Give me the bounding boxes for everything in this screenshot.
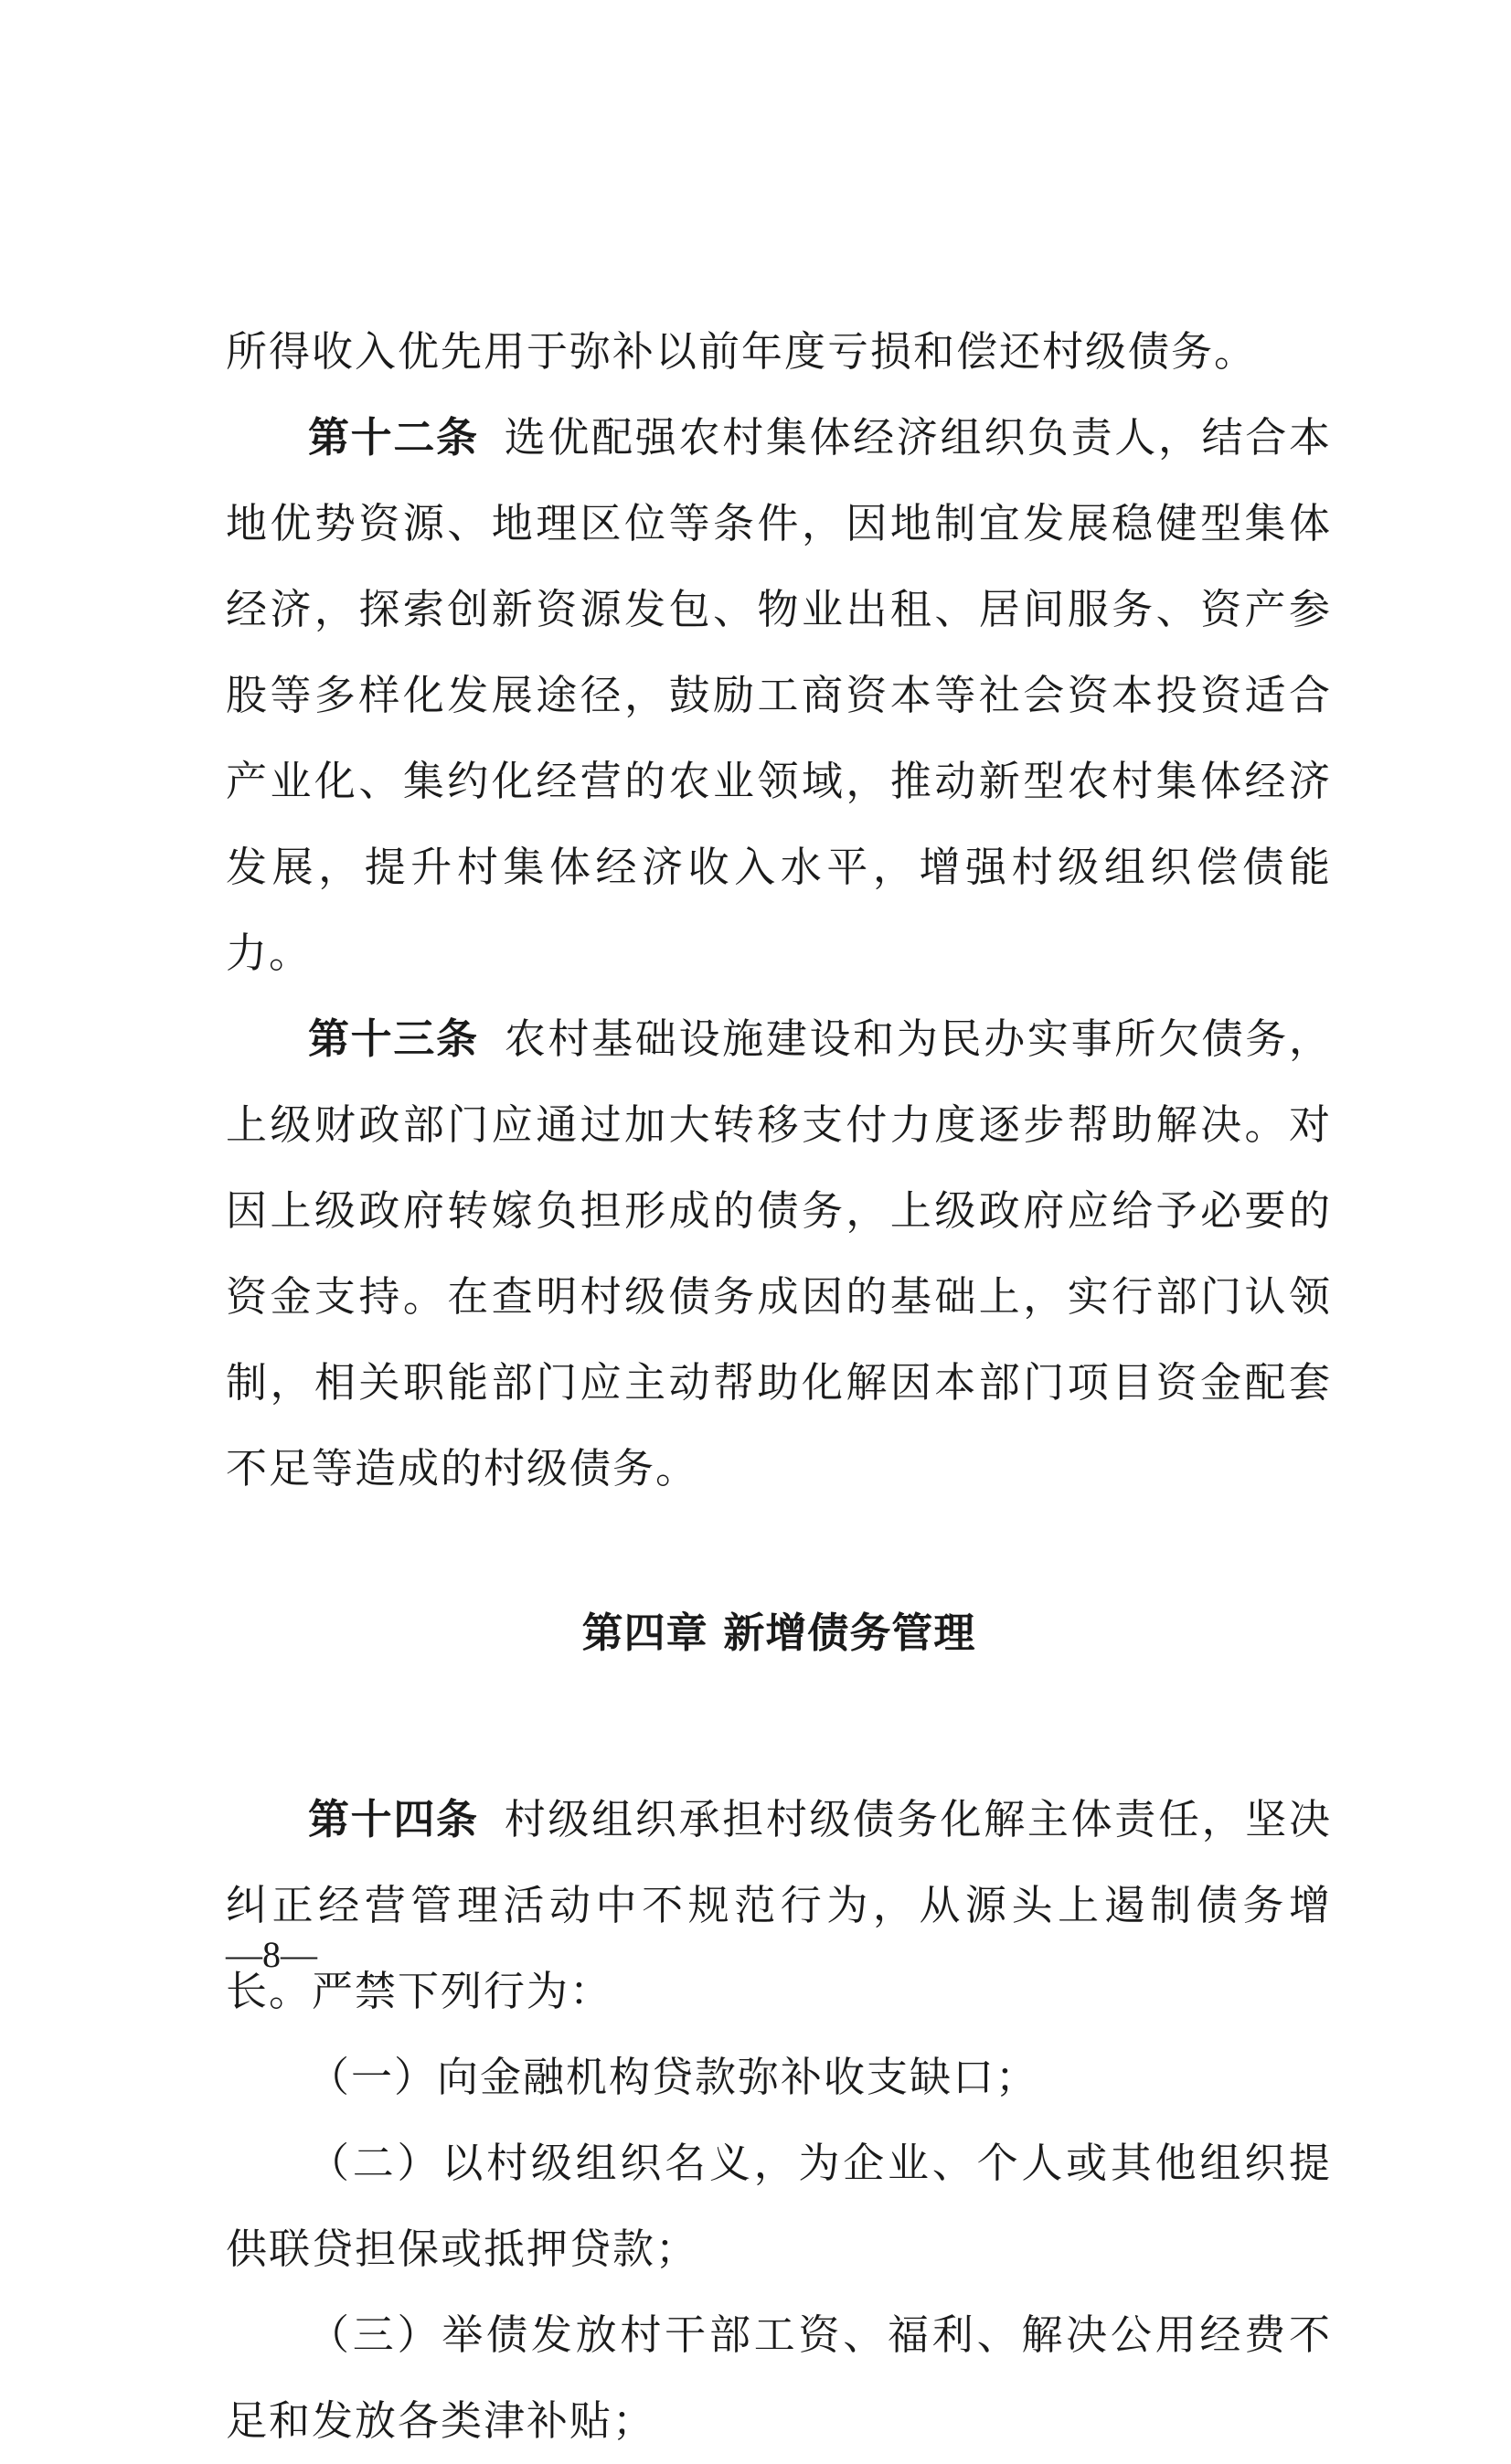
article-13-heading: 第十三条 — [308, 1014, 479, 1063]
chapter-number: 第四章 — [581, 1609, 708, 1657]
article-12-text: 选优配强农村集体经济组织负责人，结合本地优势资源、地理区位等条件，因地制宜发展稳健型集体经济，探索创新资源发包、物业出租、居间服务、资产参股等多样化发展途径，鼓励工商资本等社会资本投资适合产业化、集约化经营的农业领域，推动新型农村集体经济发展，提升村集体经济收入水平，增强村级组织偿债能力。 — [226, 413, 1332, 977]
list-item-text: （三）举债发放村干部工资、福利、解决公用经费不足和发放各类津补贴； — [226, 2310, 1332, 2445]
article-13-paragraph — [226, 996, 1332, 1512]
chapter-title: 新增债务管理 — [723, 1609, 976, 1657]
chapter-heading — [226, 1512, 1332, 1777]
article-14-paragraph — [226, 1777, 1332, 2034]
article-13-text: 农村基础设施建设和为民办实事所欠债务，上级财政部门应通过加大转移支付力度逐步帮助解决。对因上级政府转嫁负担形成的债务，上级政府应给予必要的资金支持。在查明村级债务成因的基础上，实行部门认领制，相关职能部门应主动帮助化解因本部门项目资金配套不足等造成的村级债务。 — [226, 1014, 1332, 1492]
list-item-1 — [226, 2034, 1332, 2120]
list-item-text: （二）以村级组织名义，为企业、个人或其他组织提供联贷担保或抵押贷款； — [226, 2139, 1332, 2273]
article-12-heading: 第十二条 — [308, 413, 479, 462]
article-12-paragraph — [226, 395, 1332, 996]
article-14-heading: 第十四条 — [308, 1795, 479, 1843]
list-item-2 — [226, 2120, 1332, 2292]
page-number: —8— — [226, 1934, 317, 1975]
article-14-text: 村级组织承担村级债务化解主体责任，坚决纠正经营管理活动中不规范行为，从源头上遏制债务增长。严禁下列行为： — [226, 1795, 1332, 2015]
list-item-text: （一）向金融机构贷款弥补收支缺口； — [308, 2053, 1039, 2101]
list-item-3 — [226, 2292, 1332, 2464]
paragraph-continuation — [226, 309, 1332, 395]
paragraph-text: 所得收入优先用于弥补以前年度亏损和偿还村级债务。 — [226, 327, 1258, 376]
document-body — [226, 309, 1332, 2464]
